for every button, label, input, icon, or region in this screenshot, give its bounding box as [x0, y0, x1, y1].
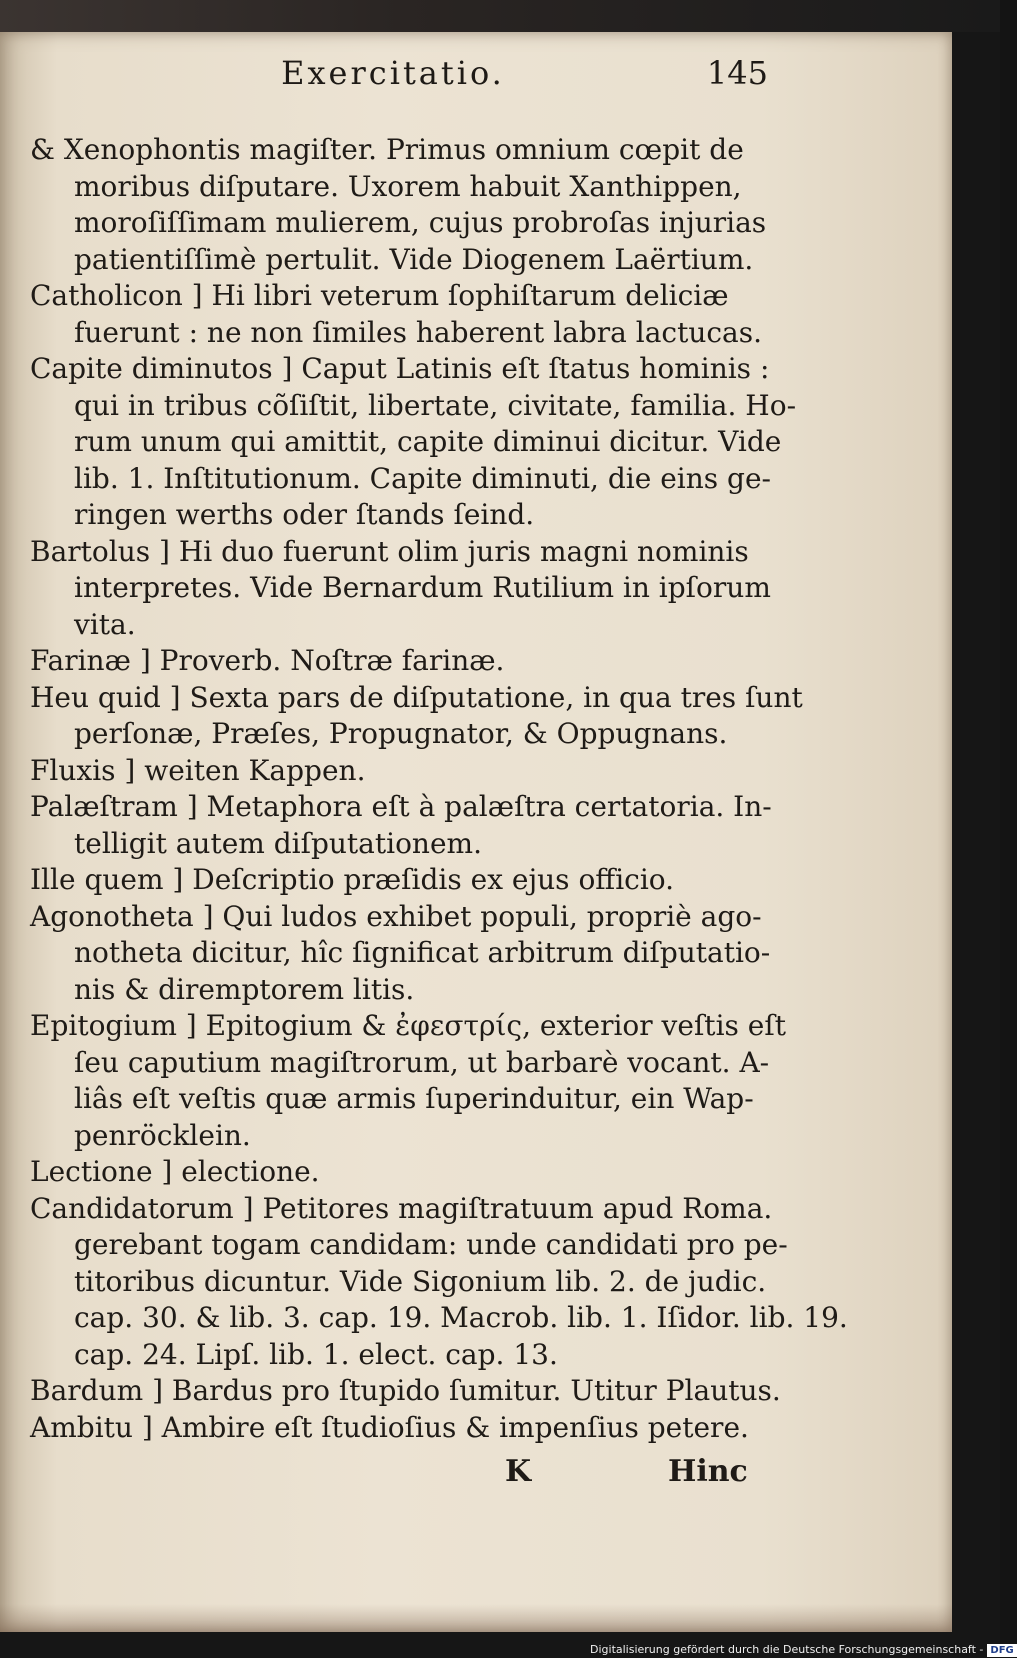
text-line: Agonotheta ] Qui ludos exhibet populi, propriè ago- — [30, 899, 762, 933]
text-line: moribus diſputare. Uxorem habuit Xanthippen, — [74, 169, 742, 203]
text-line: fuerunt : ne non ſimiles haberent labra lactucas. — [74, 315, 763, 349]
text-line: Bardum ] Bardus pro ſtupido ſumitur. Utitur Plautus. — [30, 1374, 781, 1407]
text-line: qui in tribus cõſiſtit, libertate, civitate, familia. Ho- — [74, 388, 797, 422]
text-line: Capite diminutos ] Caput Latinis eſt ſtatus hominis : — [30, 352, 770, 385]
text-line: ringen werths oder ſtands ſeind. — [74, 498, 535, 531]
text-line: cap. 24. Lipſ. lib. 1. elect. cap. 13. — [74, 1337, 558, 1371]
credit-text: Digitalisierung gefördert durch die Deutsche Forschungsgemeinschaft - — [590, 1643, 984, 1656]
text-line: Ambitu ] Ambire eſt ſtudioſius & impenſius petere. — [30, 1410, 749, 1444]
text-line: Fluxis ] weiten Kappen. — [30, 753, 366, 787]
signature-mark: K — [505, 1454, 532, 1489]
text-line: titoribus dicuntur. Vide Sigonium lib. 2. de judic. — [74, 1264, 767, 1298]
text-line: moroſiſſimam mulierem, cujus probroſas injurias — [74, 206, 767, 239]
text-line: Ille quem ] Deſcriptio præſidis ex ejus officio. — [30, 863, 675, 896]
running-head-title: Exercitatio. — [281, 54, 505, 92]
text-line: liâs eſt veſtis quæ armis ſuperinduitur, ein Wap- — [74, 1082, 754, 1115]
page-bottom-edge — [0, 1604, 952, 1632]
digitization-credit — [590, 1642, 1014, 1658]
scan-top-edge — [0, 0, 1000, 32]
text-line: patientiſſimè pertulit. Vide Diogenem Laërtium. — [74, 242, 754, 276]
text-line: interpretes. Vide Bernardum Rutilium in ipſorum — [74, 571, 771, 604]
text-line: lib. 1. Inſtitutionum. Capite diminuti, die eins ge- — [74, 461, 771, 495]
text-line: vita. — [74, 607, 136, 641]
text-line: ſeu caputium magiſtrorum, ut barbarè vocant. A- — [74, 1045, 770, 1079]
text-line: perſonæ, Præſes, Propugnator, & Oppugnans. — [74, 717, 728, 750]
text-line: gerebant togam candidam: unde candidati pro pe- — [74, 1228, 788, 1261]
dfg-logo: DFG — [987, 1644, 1016, 1657]
catchword: Hinc — [668, 1454, 748, 1489]
text-line: Farinæ ] Proverb. Noſtræ farinæ. — [30, 644, 505, 677]
text-line: Heu quid ] Sexta pars de diſputatione, in qua tres ſunt — [30, 680, 803, 714]
text-line: & Xenophontis magiſter. Primus omnium cœpit de — [30, 133, 744, 166]
text-line: telligit autem diſputationem. — [74, 826, 482, 860]
text-line: notheta dicitur, hîc ſignificat arbitrum diſputatio- — [74, 936, 771, 969]
page-number: 145 — [706, 54, 768, 92]
text-line: rum unum qui amittit, capite diminui dicitur. Vide — [74, 425, 782, 458]
text-line: Candidatorum ] Petitores magiſtratuum apud Roma. — [30, 1191, 773, 1225]
body-text — [30, 132, 848, 1446]
text-line: Palæſtram ] Metaphora eſt à palæſtra certatoria. In- — [30, 790, 772, 823]
text-line: penröcklein. — [74, 1118, 251, 1152]
text-line: Epitogium ] Epitogium & ἐφεστρίς, exterior veſtis eſt — [30, 1009, 786, 1042]
text-line: Catholicon ] Hi libri veterum ſophiſtarum deliciæ — [30, 279, 729, 312]
text-line: cap. 30. & lib. 3. cap. 19. Macrob. lib. 1. Iſidor. lib. 19. — [74, 1301, 848, 1334]
text-line: Lectione ] electione. — [30, 1155, 320, 1188]
text-line: Bartolus ] Hi duo fuerunt olim juris magni nominis — [30, 534, 749, 568]
text-line: nis & diremptorem litis. — [74, 972, 415, 1006]
